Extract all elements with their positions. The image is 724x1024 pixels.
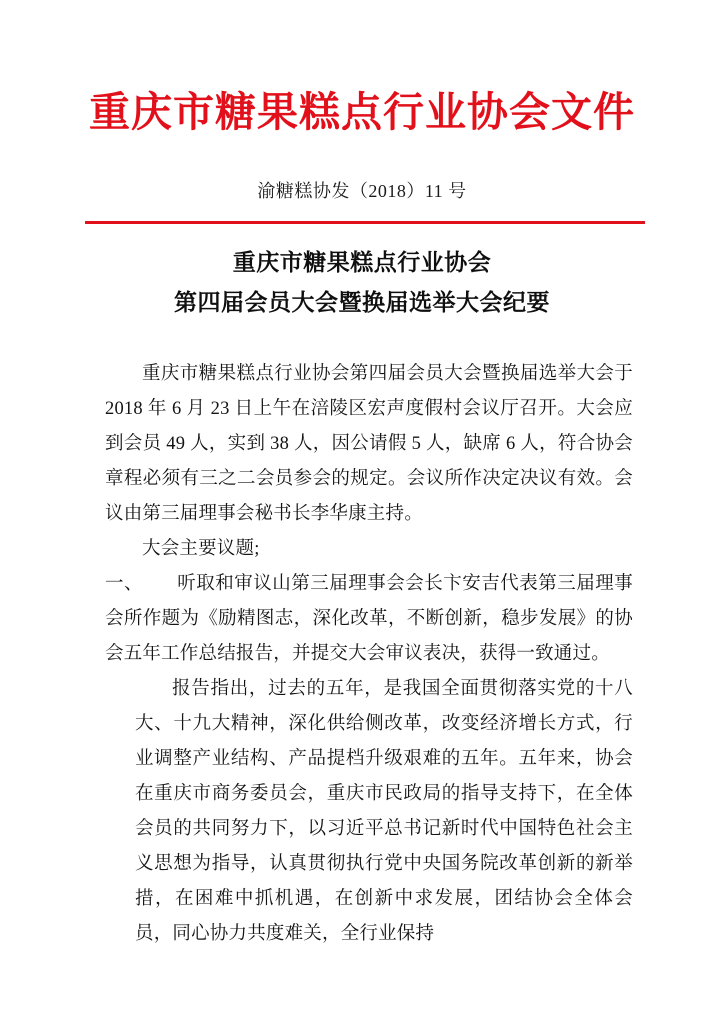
paragraph-report-summary: 报告指出，过去的五年，是我国全面贯彻落实党的十八大、十九大精神，深化供给侧改革，改变经济增长方式，行业调整产业结构、产品提档升级艰难的五年。五年来，协会在重庆市商务委员会，重庆市民政局的指导支持下，在全体会员的共同努力下，以习近平总书记新时代中国特色社会主义思想为指导，认真贯彻执行党中央国务院改革创新的新举措，在困难中抓机遇，在创新中求发展，团结协会全体会员，同心协力共度难关，全行业保持 <box>135 679 633 944</box>
paragraph-meeting-overview: 重庆市糖果糕点行业协会第四届会员大会暨换届选举大会于 2018 年 6 月 23 日上午在涪陵区宏声度假村会议厅召开。大会应到会员 49 人，实到 38 人，因公请假 5 人，缺席 6 人，符合协会章程必须有三之二会员参会的规定。会议所作决定决议有效。会议由第三届理事会秘书长李华康主持。 <box>105 364 633 524</box>
agenda-item-1-text: 听取和审议山第三届理事会会长卞安吉代表第三届理事会所作题为《励精图志，深化改革，不断创新，稳步发展》的协会五年工作总结报告，并提交大会审议表决，获得一致通过。 <box>105 574 633 664</box>
page-title: 重庆市糖果糕点行业协会文件 <box>89 88 635 136</box>
agenda-item-1 <box>105 567 633 672</box>
subtitle-line-2: 第四届会员大会暨换届选举大会纪要 <box>174 290 550 316</box>
agenda-heading: 大会主要议题; <box>142 539 260 559</box>
subtitle-line-1: 重庆市糖果糕点行业协会 <box>232 250 492 276</box>
document-masthead <box>0 0 724 204</box>
document-body <box>105 357 633 952</box>
document-number: 渝糖糕协发（2018）11 号 <box>257 181 467 201</box>
red-divider-rule <box>85 221 645 224</box>
agenda-item-1-marker: 一、 <box>105 574 143 594</box>
document-subtitle <box>0 243 724 323</box>
